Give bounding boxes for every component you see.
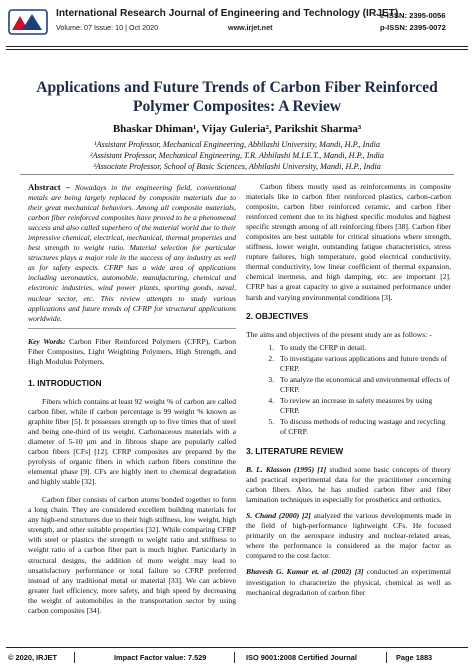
abstract-text: Nowadays in the engineering field, conventional metals are being largely replaced by composite materials due to their great mechanical behaviors. Among all composite materials, carbon fiber reinforced composites have proved to be a phenomenal success and also called superhero of the material world due to their impressive chemical, electrical, mechanical, thermal properties and best strength to weight ratio. Material selection for particular structures plays a major role in the success of any industry as well as for safety aspects. CFRP has a wide area of applications including aeronautics, automobile, manufacturing, chemical and electronic industries, wind power plants, sporting goods, naval, nuclear sector, etc. This review attempts to study various applications and future trends of CFRP for structural applications worldwide. <box>28 183 236 323</box>
right-paragraph-1: Carbon fibers mostly used as reinforcements in composite materials like in carbon fiber reinforced plastics, carbon-carbon composite, carbon fiber reinforced ceramic, and carbon fiber reinforced cement due to its highest specific modulus and highest specific strength among of all reinforcing fibers [38]. Carbon fiber composites are best suitable for critical situations where strength, stiffness, lower weight, outstanding fatigue characteristics, stress rupture failures, high temperature, good electrical conductivity, thermal conductivity, low linear coefficient of thermal expansion, chemical inertness, and high damping, etc. are important [2]. CFRP has a great capacity to give a sustained performance under harsh and varying environmental conditions [3]. <box>246 182 451 302</box>
objective-item: 3. To analyze the economical and environmental effects of CFRP. <box>276 375 451 395</box>
footer-rule <box>6 647 468 648</box>
objective-item: 1. To study the CFRP in detail. <box>276 343 451 353</box>
objectives-intro: The aims and objectives of the present study are as follows: - <box>246 329 432 339</box>
issn-block <box>380 10 446 34</box>
keywords-text: Carbon Fiber Reinforced Polymers (CFRP), Carbon Fiber Composites, Light Weighting Polymers, High Strength, and High Modulus Polymers. <box>28 336 236 366</box>
left-column <box>28 182 236 616</box>
objectives-list <box>246 343 451 437</box>
literature-entry-1: B. L. Klasson (1995) [1] studied some basic concepts of theory and practical experimental data for the practitioner concerning carbon fibers. Also, he has studied carbon fiber and fiber lamination techniques in especially for prosthetics and orthotics. <box>246 465 451 505</box>
objective-item: 5. To discuss methods of reducing wastage and recycling of CFRP. <box>276 417 451 437</box>
irjet-logo <box>8 6 48 38</box>
section-heading-objectives: 2. OBJECTIVES <box>246 310 309 321</box>
literature-entry-2: S. Chand (2000) [2] analyzed the various developments made in the field of high-performance lightweight CFs. He focused primarily on the aerospace industry and nuclear-related areas, where the performance is considered as the major factor as compared to the cost factor. <box>246 511 451 561</box>
section-heading-introduction: 1. INTRODUCTION <box>28 377 102 388</box>
keywords <box>28 337 236 367</box>
volume-issue: Volume: 07 Issue: 10 | Oct 2020 <box>56 23 159 32</box>
right-column <box>246 182 451 598</box>
header-rule <box>6 46 468 47</box>
affiliation-2: ²Assistant Professor, Mechanical Engineering, T.R. Abhilashi M.I.E.T., Mandi, H.P., India <box>89 151 384 160</box>
affiliation-3: ³Associate Professor, School of Basic Sciences, Abhilashi University, Mandi, H.P., India <box>93 162 381 171</box>
intro-paragraph-2: Carbon fiber consists of carbon atoms bonded together to form a long chain. They are considered excellent building materials for any high-end structures due to their high stiffness, low weight, high strength, and other suitable properties [32]. While comparing CFRP with steel or plastics the strength to weight ratio and stiffness to weight ratio of a carbon fiber part is much higher. Particularly in structural designs, the addition of more weight may lead to unsatisfactory performance or total failure so CFRP preferred instead of any traditional metal or material [33]. We can achieve greater fuel efficiency, more safety, and high speed by decreasing the weight of automobiles in the transportation sector by using carbon composites [34]. <box>28 495 236 615</box>
objective-item: 4. To review an increase in safety measures by using CFRP. <box>276 396 451 416</box>
keywords-label: Key Words: <box>28 336 66 346</box>
journal-title: International Research Journal of Engineering and Technology (IRJET) <box>56 8 399 19</box>
abstract-label: Abstract – <box>28 182 71 192</box>
affiliation-1: ¹Assistant Professor, Mechanical Engineering, Abhilashi University, Mandi, H.P., India <box>94 140 380 149</box>
pissn: p-ISSN: 2395-0072 <box>380 23 446 32</box>
journal-url[interactable]: www.irjet.net <box>228 23 273 32</box>
literature-author-2: S. Chand (2000) [2] <box>246 511 311 521</box>
footer-separator <box>74 652 75 663</box>
journal-header <box>0 0 474 44</box>
title-divider <box>20 174 454 175</box>
page-footer <box>6 651 468 665</box>
literature-author-3: Bhavesh G. Kumar et. al (2002) [3] <box>246 567 364 577</box>
footer-separator <box>386 652 387 663</box>
eissn: e-ISSN: 2395-0056 <box>380 11 446 20</box>
abstract <box>28 182 236 324</box>
intro-paragraph-1: Fibers which contains at least 92 weight % of carbon are called carbon fiber, while if carbon percentage is 99 weight % known as graphite fiber [5]. It possesses strength up to five times that of steel and being one-third of its weight. Carbonaceous materials with a diameter of 5-10 µm and in fibrous shape are popularly called carbon fibers [CFs] [12]. CFRP composites are prepared by the pyrolysis of organic fibers in which carbon fibers constitute the elemental phase [9]. CFs are highly inert to chemical degradation and highly stable [32]. <box>28 396 236 487</box>
paper-title: Applications and Future Trends of Carbon Fiber Reinforced Polymer Composites: A Review <box>36 79 438 115</box>
footer-impact-factor: Impact Factor value: 7.529 <box>114 653 207 662</box>
abstract-divider <box>28 328 236 329</box>
footer-page-number: Page 1883 <box>396 653 433 662</box>
footer-separator <box>234 652 235 663</box>
literature-entry-3: Bhavesh G. Kumar et. al (2002) [3] conducted an experimental investigation to characterize the physical, chemical as well as mechanical degradation of carbon fiber <box>246 567 451 597</box>
section-heading-literature-review: 3. LITERATURE REVIEW <box>246 446 344 457</box>
objective-item: 2. To investigate various applications and future trends of CFRP. <box>276 354 451 374</box>
footer-copyright: © 2020, IRJET <box>8 653 57 662</box>
footer-iso: ISO 9001:2008 Certified Journal <box>246 653 357 662</box>
header-rule-thin <box>6 49 468 50</box>
author-list: Bhaskar Dhiman¹, Vijay Guleria², Parikshit Sharma³ <box>112 123 362 135</box>
affiliations <box>20 139 454 172</box>
literature-author-1: B. L. Klasson (1995) [1] <box>246 465 327 475</box>
